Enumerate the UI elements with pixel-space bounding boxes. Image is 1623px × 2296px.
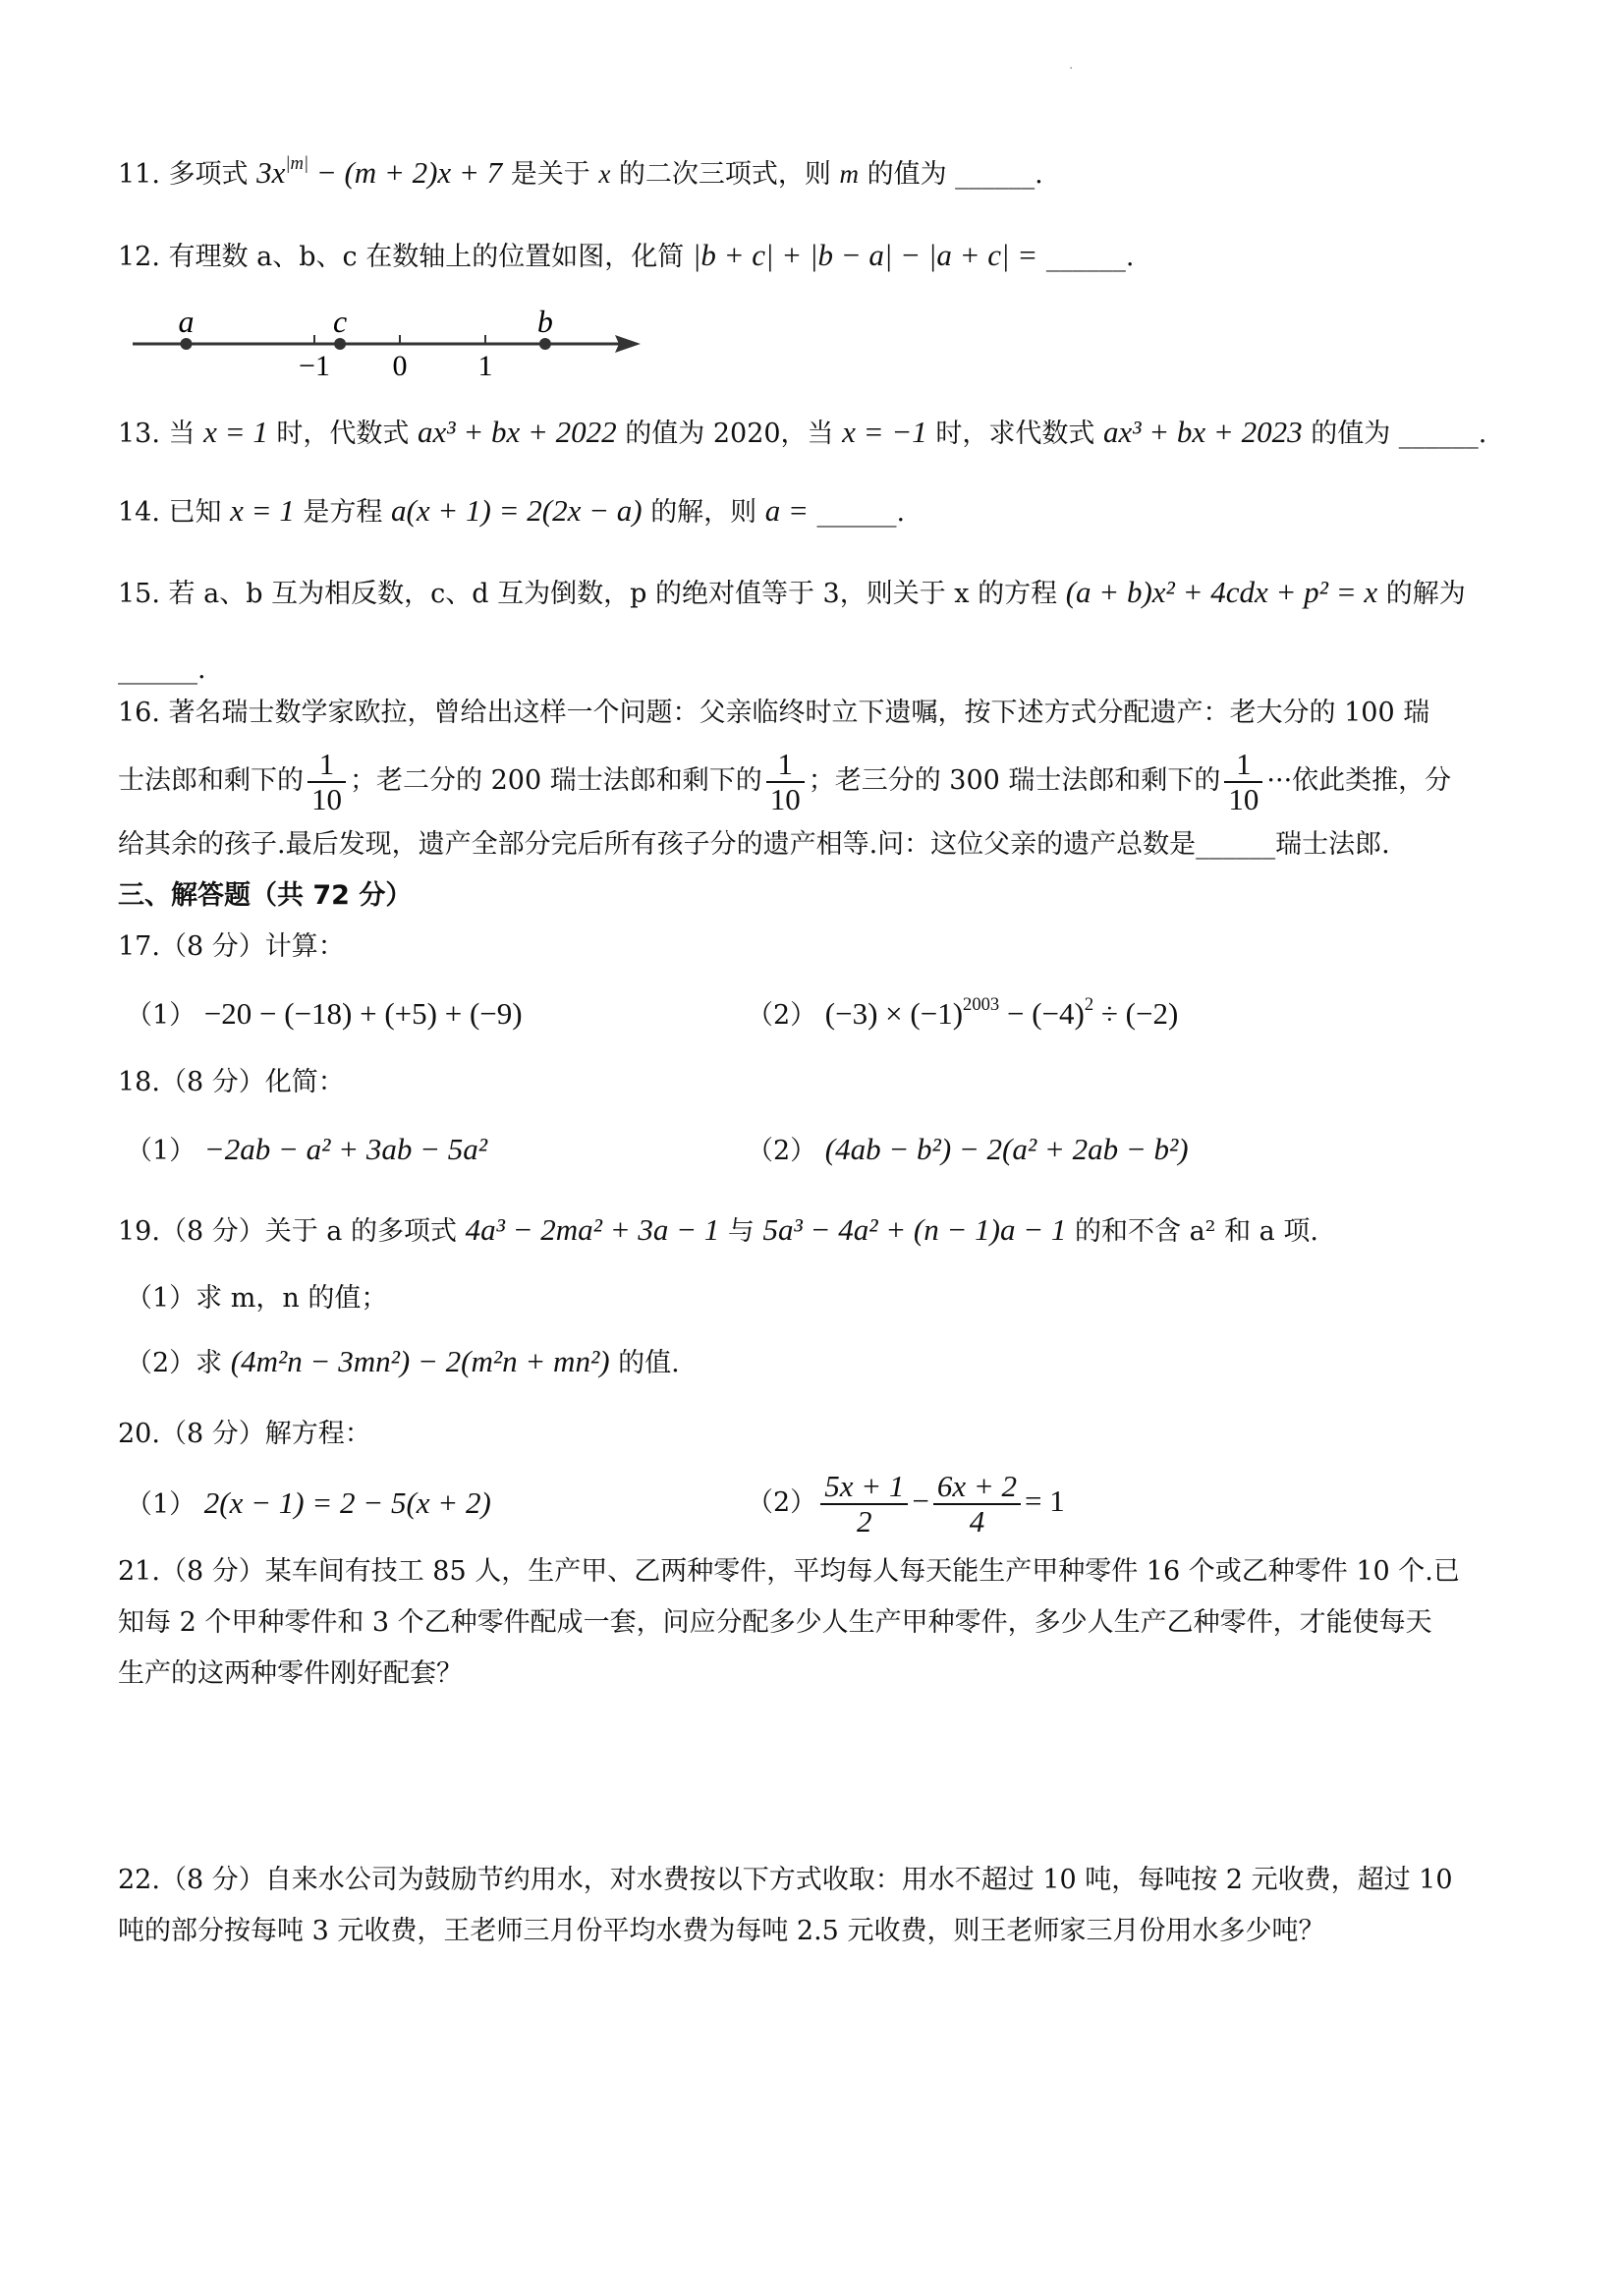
- math-expression: (a + b)x² + 4cdx + p² = x: [1065, 575, 1378, 609]
- punctuation: .: [197, 654, 206, 685]
- question-text: 19.（8 分）关于 a 的多项式: [118, 1216, 457, 1247]
- question-text: 多项式: [168, 159, 249, 190]
- question-17-heading: 17.（8 分）计算：: [118, 931, 345, 962]
- punctuation: .: [1125, 242, 1135, 272]
- question-text: 的值为: [867, 159, 947, 190]
- question-19-part-2: [126, 1342, 680, 1383]
- question-17-part-2: [747, 992, 1178, 1037]
- section-heading: 三、解答题（共 72 分）: [118, 880, 413, 911]
- question-16-line-3: [118, 825, 1390, 865]
- math-expression: (4ab − b²) − 2(a² + 2ab − b²): [824, 1132, 1189, 1166]
- question-number: 12.: [118, 242, 160, 272]
- math-expression: ax³ + bx + 2022: [418, 415, 617, 449]
- math-expression: $(-3) \times (-1)^{2003} - (-4)^2 \div (-2)$: [824, 994, 1179, 1031]
- tick-label: 1: [477, 350, 493, 382]
- question-text: 是方程: [303, 497, 383, 528]
- question-text: 给其余的孩子.最后发现，遗产全部分完后所有孩子分的遗产相等.问：这位父亲的遗产总数是: [118, 829, 1197, 860]
- answer-blank: ______: [118, 654, 197, 685]
- part-label: （2）: [747, 1000, 817, 1031]
- question-16-line-1: [118, 694, 1429, 733]
- question-text: 士法郎和剩下的: [118, 765, 304, 796]
- question-text: 是关于: [510, 159, 590, 190]
- question-text: 瑞士法郎.: [1275, 829, 1390, 860]
- question-20-part-1: [126, 1482, 491, 1527]
- question-text: 著名瑞士数学家欧拉，曾给出这样一个问题：父亲临终时立下遗嘱，按下述方式分配遗产：老大分的 100 瑞: [168, 698, 1430, 728]
- question-text: 有理数 a、b、c 在数轴上的位置如图，化简: [168, 242, 685, 272]
- question-text: （2）求: [126, 1348, 223, 1378]
- math-expression: x = −1: [842, 415, 927, 449]
- point-label-a: a: [178, 305, 195, 339]
- answer-blank: ______: [1045, 242, 1126, 272]
- question-text: 已知: [168, 497, 222, 528]
- question-21-line-1: 21.（8 分）某车间有技工 85 人，生产甲、乙两种零件，平均每人每天能生产甲种零件 16 个或乙种零件 10 个.已: [118, 1556, 1460, 1587]
- question-22-line-2: 吨的部分按每吨 3 元收费，王老师三月份平均水费为每吨 2.5 元收费，则王老师家三月份用水多少吨？: [118, 1916, 1325, 1946]
- answer-blank: ______: [955, 159, 1035, 190]
- question-22-line-1: 22.（8 分）自来水公司为鼓励节约用水，对水费按以下方式收取：用水不超过 10 吨，每吨按 2 元收费，超过 10: [118, 1865, 1453, 1895]
- question-text: 的二次三项式，则: [618, 159, 831, 190]
- question-text: 的解，则: [650, 497, 757, 528]
- math-expression: ax³ + bx + 2023: [1102, 415, 1303, 449]
- question-text: 的值为: [1311, 419, 1391, 449]
- math-expression: $3x^{|m|} - (m + 2)x + 7$: [256, 153, 503, 190]
- math-variable: m: [839, 159, 859, 189]
- number-line-figure: [128, 305, 658, 383]
- question-number: 15.: [118, 579, 160, 609]
- question-12: [118, 236, 1134, 277]
- question-21-line-2: 知每 2 个甲种零件和 3 个乙种零件配成一套，问应分配多少人生产甲种零件，多少人生产乙种零件，才能使每天: [118, 1607, 1432, 1638]
- part-label: （1）: [126, 1000, 196, 1031]
- tick-label: 0: [392, 350, 408, 382]
- question-text: 的值为 2020，当: [625, 419, 834, 449]
- punctuation: .: [896, 497, 906, 528]
- fraction: $\frac{1}{10}$: [766, 748, 805, 816]
- question-text: 时，代数式: [276, 419, 410, 449]
- question-20-part-2: [747, 1462, 1065, 1542]
- question-18-heading: 18.（8 分）化简：: [118, 1067, 345, 1097]
- question-text: 与: [727, 1216, 755, 1247]
- part-label: （1）: [126, 1489, 196, 1520]
- question-text: 时，求代数式: [935, 419, 1095, 449]
- question-14: [118, 491, 905, 532]
- punctuation: .: [1478, 419, 1487, 449]
- question-18-part-1: [126, 1128, 487, 1173]
- part-label: （1）: [126, 1136, 196, 1166]
- math-expression: −2ab − a² + 3ab − 5a²: [203, 1132, 488, 1166]
- question-19-part-1: （1）求 m，n 的值；: [126, 1283, 388, 1314]
- point-label-b: b: [536, 305, 553, 339]
- question-19-heading: [118, 1210, 1318, 1252]
- point-label-c: c: [332, 305, 348, 339]
- question-number: 13.: [118, 419, 160, 449]
- fraction: $\frac{1}{10}$: [1224, 748, 1262, 816]
- math-expression: 4a³ − 2ma² + 3a − 1: [465, 1212, 720, 1247]
- question-16-line-2: [118, 747, 1451, 816]
- math-expression: |b + c| + |b − a| − |a + c| =: [692, 238, 1038, 272]
- question-text: 当: [168, 419, 196, 449]
- question-18-part-2: [747, 1128, 1189, 1173]
- question-number: 16.: [118, 698, 160, 728]
- math-variable: x: [598, 159, 611, 189]
- fraction: $\frac{5x + 1}{2}$: [820, 1470, 908, 1539]
- header-dot: ·: [1069, 61, 1074, 77]
- point-b: [539, 338, 551, 350]
- math-expression: −20 − (−18) + (+5) + (−9): [203, 996, 523, 1031]
- question-11: [118, 153, 1043, 195]
- fraction: $\frac{6x + 2}{4}$: [933, 1470, 1021, 1539]
- question-21-line-3: 生产的这两种零件刚好配套？: [118, 1658, 463, 1689]
- question-text: ···依此类推，分: [1266, 765, 1452, 796]
- question-15-blank-line: [118, 650, 206, 690]
- math-expression: x = 1: [203, 415, 268, 449]
- question-text: ；老三分的 300 瑞士法郎和剩下的: [808, 765, 1221, 796]
- math-expression: = 1: [1025, 1484, 1065, 1518]
- question-text: 的和不含 a² 和 a 项.: [1075, 1216, 1318, 1247]
- math-expression: 2(x − 1) = 2 − 5(x + 2): [203, 1485, 491, 1520]
- question-13: [118, 413, 1486, 454]
- punctuation: .: [1035, 159, 1043, 190]
- answer-blank: ______: [816, 497, 897, 528]
- point-a: [181, 338, 193, 350]
- answer-blank: ______: [1398, 419, 1479, 449]
- math-expression: x = 1: [230, 493, 295, 528]
- question-15: [118, 573, 1466, 614]
- math-expression: a(x + 1) = 2(2x − a): [391, 493, 643, 528]
- question-number: 11.: [118, 159, 160, 190]
- minus-sign: −: [912, 1484, 929, 1518]
- question-17-part-1: [126, 992, 523, 1037]
- part-label: （2）: [747, 1487, 817, 1518]
- question-text: ；老二分的 200 瑞士法郎和剩下的: [350, 765, 762, 796]
- math-expression: (4m²n − 3mn²) − 2(m²n + mn²): [230, 1344, 610, 1378]
- tick-label: −1: [299, 350, 330, 382]
- question-20-heading: 20.（8 分）解方程：: [118, 1419, 371, 1449]
- math-expression: 5a³ − 4a² + (n − 1)a − 1: [762, 1212, 1067, 1247]
- question-text: 若 a、b 互为相反数，c、d 互为倒数，p 的绝对值等于 3，则关于 x 的方程: [168, 579, 1058, 609]
- math-expression: a =: [764, 493, 809, 528]
- question-number: 14.: [118, 497, 160, 528]
- question-text: 的值.: [618, 1348, 680, 1378]
- point-c: [334, 338, 346, 350]
- fraction: $\frac{1}{10}$: [308, 748, 346, 816]
- question-text: 的解为: [1385, 579, 1466, 609]
- part-label: （2）: [747, 1136, 817, 1166]
- answer-blank: ______: [1196, 829, 1276, 860]
